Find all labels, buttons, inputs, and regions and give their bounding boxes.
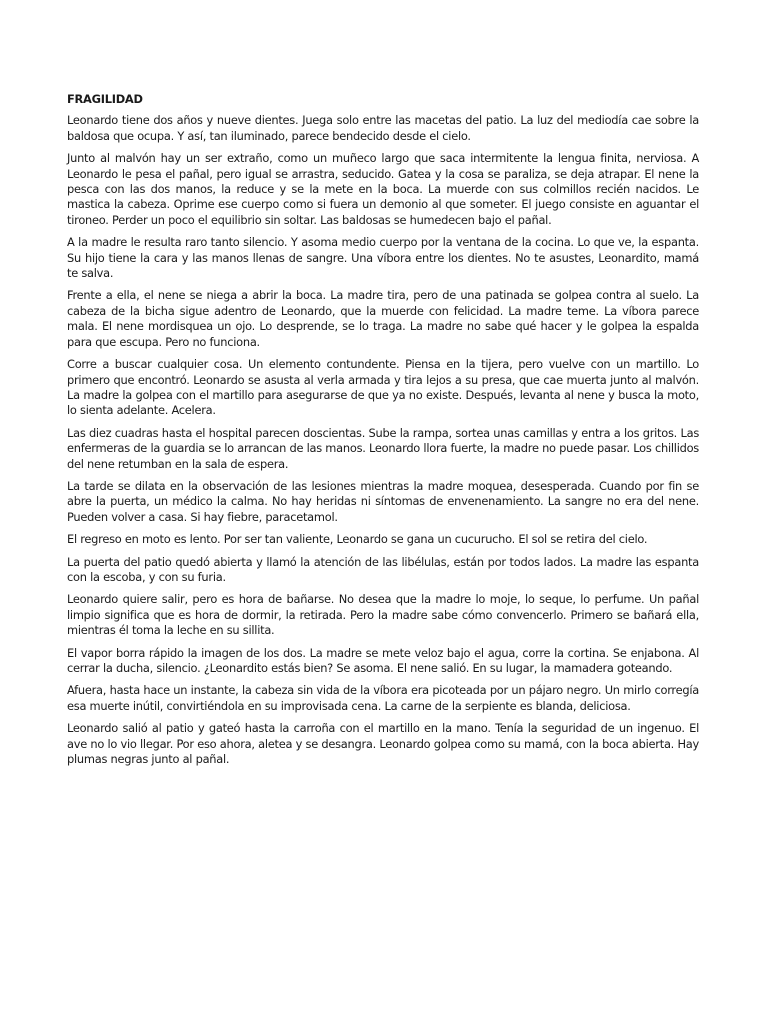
paragraph-4: Frente a ella, el nene se niega a abrir la boca. La madre tira, pero de una patinada se golpea contra al suelo. La cabeza de la bicha sigue adentro de Leonardo, que la muerde con felicidad. La madre teme. La víbora parece mala. El nene mordisquea un ojo. Lo desprende, se lo traga. La madre no sabe qué hacer y le golpea la espalda para que escupa. Pero no funciona.	[67, 288, 699, 349]
paragraph-12: Afuera, hasta hace un instante, la cabeza sin vida de la víbora era picoteada por un pájaro negro. Un mirlo corregía esa muerte inútil, convirtiéndola en su improvisada cena. La carne de la serpiente es blanda, deliciosa.	[67, 683, 699, 713]
paragraph-8: El regreso en moto es lento. Por ser tan valiente, Leonardo se gana un cucurucho. El sol se retira del cielo.	[67, 532, 648, 547]
paragraph-1: Leonardo tiene dos años y nueve dientes. Juega solo entre las macetas del patio. La luz del mediodía cae sobre la baldosa que ocupa. Y así, tan iluminado, parece bendecido desde el cielo.	[67, 113, 699, 143]
paragraph-7: La tarde se dilata en la observación de las lesiones mientras la madre moquea, desesperada. Cuando por fin se abre la puerta, un médico la calma. No hay heridas ni síntomas de envenenamiento. La sangre no era del nene. Pueden volver a casa. Si hay fiebre, paracetamol.	[67, 478, 699, 524]
paragraph-2: Junto al malvón hay un ser extraño, como un muñeco largo que saca intermitente la lengua finita, nerviosa. A Leonardo le pesa el pañal, pero igual se arrastra, seducido. Gatea y la cosa se paraliza, se deja atrapar. El nene la pesca con las dos manos, la reduce y se la mete en la boca. La muerde con sus colmillos recién nacidos. Le mastica la cabeza. Oprime ese cuerpo como si fuera un demonio al que someter. El juego consiste en aguantar el tironeo. Perder un poco el equilibrio sin soltar. Las baldosas se humedecen bajo el pañal.	[67, 151, 699, 227]
paragraph-10: Leonardo quiere salir, pero es hora de bañarse. No desea que la madre lo moje, lo seque, lo perfume. Un pañal limpio significa que es hora de dormir, la retirada. Pero la madre sabe cómo convencerlo. Primero se bañará ella, mientras él toma la leche en su sillita.	[67, 592, 699, 638]
paragraph-9: La puerta del patio quedó abierta y llamó la atención de las libélulas, están por todos lados. La madre las espanta con la escoba, y con su furia.	[67, 554, 699, 584]
paragraph-5: Corre a buscar cualquier cosa. Un elemento contundente. Piensa en la tijera, pero vuelve con un martillo. Lo primero que encontró. Leonardo se asusta al verla armada y tira lejos a su presa, que cae muerta junto al malvón. La madre la golpea con el martillo para asegurarse de que ya no existe. Después, levanta al nene y busca la moto, lo sienta adelante. Acelera.	[67, 357, 699, 418]
document-title: FRAGILIDAD	[67, 92, 143, 106]
paragraph-11: El vapor borra rápido la imagen de los dos. La madre se mete veloz bajo el agua, corre la cortina. Se enjabona. Al cerrar la ducha, silencio. ¿Leonardito estás bien? Se asoma. El nene salió. En su lugar, la mamadera goteando.	[67, 645, 699, 675]
document-page	[67, 92, 699, 774]
paragraph-6: Las diez cuadras hasta el hospital parecen doscientas. Sube la rampa, sortea unas camillas y entra a los gritos. Las enfermeras de la guardia se lo arrancan de las manos. Leonardo llora fuerte, la madre no puede pasar. Los chillidos del nene retumban en la sala de espera.	[67, 425, 699, 471]
paragraph-13: Leonardo salió al patio y gateó hasta la carroña con el martillo en la mano. Tenía la seguridad de un ingenuo. El ave no lo vio llegar. Por eso ahora, aletea y se desangra. Leonardo golpea como su mamá, con la boca abierta. Hay plumas negras junto al pañal.	[67, 721, 699, 767]
paragraph-3: A la madre le resulta raro tanto silencio. Y asoma medio cuerpo por la ventana de la cocina. Lo que ve, la espanta. Su hijo tiene la cara y las manos llenas de sangre. Una víbora entre los dientes. No te asustes, Leonardito, mamá te salva.	[67, 235, 699, 281]
